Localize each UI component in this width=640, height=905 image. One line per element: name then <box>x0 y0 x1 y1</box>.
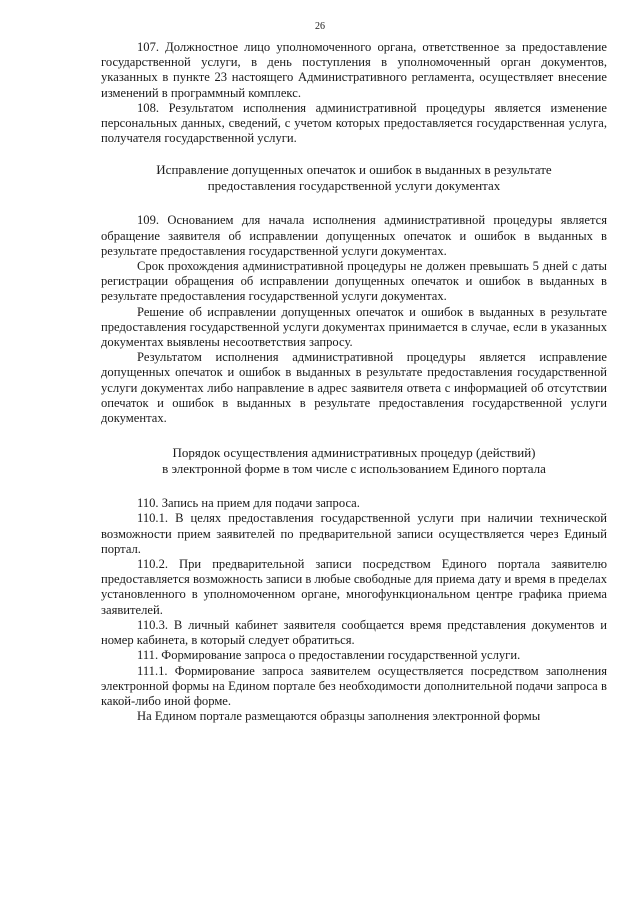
paragraph-111: 111. Формирование запроса о предоставлении государственной услуги. <box>137 648 521 663</box>
paragraph-111-1: 111.1. Формирование запроса заявителем осуществляется посредством заполнения электронной формы на Едином портале без необходимости дополнительной подачи запроса в какой-либо иной форме. <box>101 663 607 708</box>
document-body <box>101 40 607 724</box>
paragraph-110-3: 110.3. В личный кабинет заявителя сообщается время представления документов и номер кабинета, в который следует обратиться. <box>101 617 607 648</box>
heading-line: Исправление допущенных опечаток и ошибок в выданных в результате <box>156 162 552 178</box>
heading-line: Порядок осуществления административных процедур (действий) <box>172 445 536 461</box>
section-heading-corrections <box>101 162 607 194</box>
paragraph-deadline: Срок прохождения административной процедуры не должен превышать 5 дней с даты регистрации обращения об исправлении допущенных опечаток и ошибок в выданных в результате предоставления государственной услуги документах. <box>101 259 607 304</box>
paragraph-110-2: 110.2. При предварительной записи посредством Единого портала заявителю предоставляется возможность записи в любые свободные для приема дату и время в пределах установленного в уполномоченном органе, многофункциональном центре графика приема заявителей. <box>101 557 607 617</box>
paragraph-result: Результатом исполнения административной процедуры является исправление допущенных опечаток и ошибок в выданных в результате предоставления государственной услуги документах либо направление в адрес заявителя ответа с информацией об отсутствии опечаток и ошибок в выданных в результате предоставления государственной услуги документах. <box>101 350 607 426</box>
section-heading-electronic <box>101 445 607 477</box>
paragraph-107: 107. Должностное лицо уполномоченного органа, ответственное за предоставление государственной услуги, в день поступления в уполномоченный орган документов, указанных в пункте 23 настоящего Административного регламента, осуществляет внесение изменений в программный комплекс. <box>101 40 607 100</box>
paragraph-110: 110. Запись на прием для подачи запроса. <box>137 496 360 511</box>
page-number: 26 <box>315 21 325 32</box>
heading-line: предоставления государственной услуги документах <box>207 178 501 194</box>
paragraph-110-1: 110.1. В целях предоставления государственной услуги при наличии технической возможности прием заявителей по предварительной записи осуществляется через Единый портал. <box>101 511 607 556</box>
paragraph-109: 109. Основанием для начала исполнения административной процедуры является обращение заявителя об исправлении допущенных опечаток и ошибок в выданных в результате предоставления государственной услуги документах. <box>101 213 607 258</box>
paragraph-decision: Решение об исправлении допущенных опечаток и ошибок в выданных в результате предоставления государственной услуги документах принимается в случае, если в указанных документах выявлены несоответствия запросу. <box>101 304 607 350</box>
heading-line: в электронной форме в том числе с использованием Единого портала <box>162 461 546 477</box>
paragraph-108: 108. Результатом исполнения административной процедуры является изменение персональных данных, сведений, с учетом которых предоставляется государственная услуга, получателя государственной услуги. <box>101 100 607 146</box>
paragraph-samples: На Едином портале размещаются образцы заполнения электронной формы <box>137 709 541 724</box>
